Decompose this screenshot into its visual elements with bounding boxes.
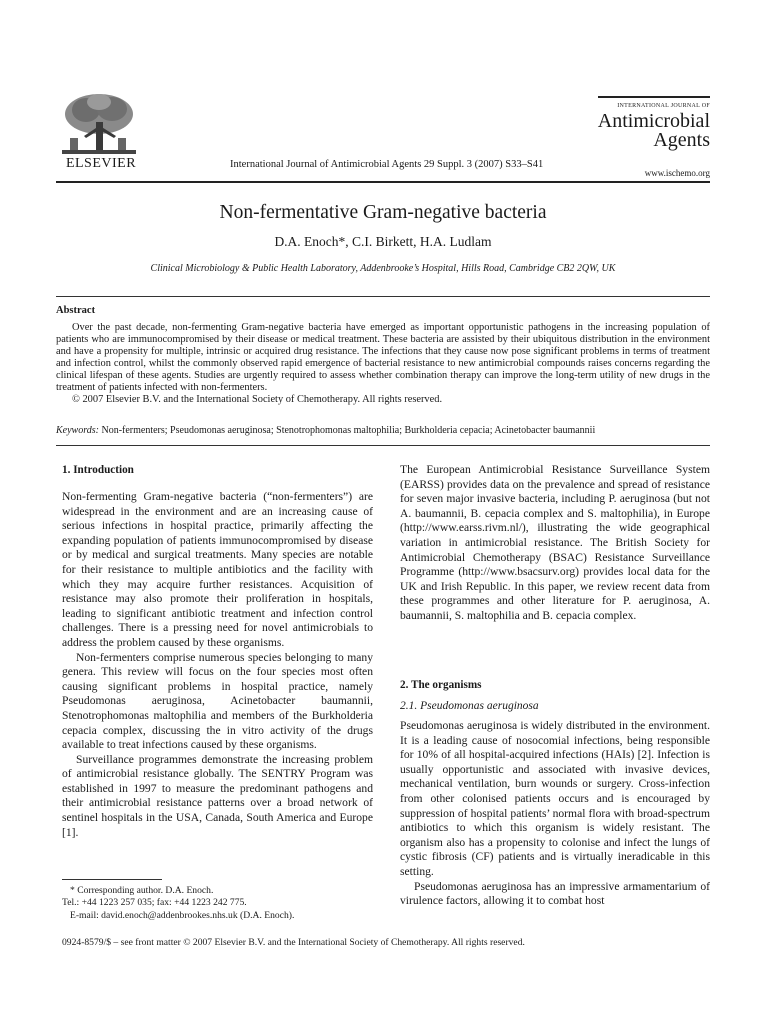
footnote (62, 885, 382, 922)
article-title: Non-fermentative Gram-negative bacteria (219, 202, 547, 223)
right-column-organisms (400, 719, 710, 909)
journal-url[interactable]: www.ischemo.org (644, 168, 710, 178)
journal-citation: International Journal of Antimicrobial Agents 29 Suppl. 3 (2007) S33–S41 (230, 159, 544, 170)
left-column (62, 490, 373, 840)
abstract-copyright: © 2007 Elsevier B.V. and the International Society of Chemotherapy. All rights reserved. (72, 394, 443, 405)
footnote-email[interactable]: E-mail: david.enoch@addenbrookes.nhs.uk (D.A. Enoch). (70, 909, 295, 921)
brand-rule (598, 96, 710, 98)
article-authors: D.A. Enoch*, C.I. Birkett, H.A. Ludlam (274, 234, 492, 249)
abstract-text: Over the past decade, non-fermenting Gram-negative bacteria have emerged as important opportunistic pathogens in the increasing population of patients who are immunocompromised by their disease or medical treatment. These bacteria are assisted by their ubiquitous distribution in the environment and have a propensity for multiple, intrinsic or acquired drug resistance. The infections that they cause now pose significant problems in terms of treatment and infection control, whilst the commonly observed rapid emergence of bacterial resistance to new antimicrobial compounds raises concerns regarding the clinical lifespan of these agents. Studies are urgently required to assess whether combination therapy can improve the long-term utility of new drugs in the treatment of patients infected with non-fermenters. (56, 322, 710, 393)
subsection-heading-pseudomonas: 2.1. Pseudomonas aeruginosa (400, 700, 539, 712)
keywords-label: Keywords: (56, 425, 99, 436)
intro-paragraph-4: The European Antimicrobial Resistance Surveillance System (EARSS) provides data on the prevalence and spread of resistance for seven major invasive bacteria, including P. aeruginosa (but not A. baumannii, B. cepacia complex and S. maltophilia), in Europe (http://www.earss.rivm.nl/), illustrating the wide geographical variation in antimicrobial resistance. The British Society for Antimicrobial Chemotherapy (BSAC) Resistance Surveillance Programme (http://www.bsacsurv.org) provides local data for the UK and Irish Republic. In this paper, we review recent data from these programmes and other literature for P. aeruginosa, A. baumannii, S. maltophilia and B. cepacia complex. (400, 463, 710, 622)
intro-paragraph-3: Surveillance programmes demonstrate the increasing problem of antimicrobial resistance globally. The SENTRY Program was established in 1997 to measure the predominant pathogens and their antimicrobial resistance patterns over a broad network of sentinel hospitals in the USA, Canada, South America and Europe [1]. (62, 752, 373, 839)
keywords-list: Non-fermenters; Pseudomonas aeruginosa; Stenotrophomonas maltophilia; Burkholderia cepacia; Acinetobacter baumannii (101, 425, 596, 436)
organisms-paragraph-2: Pseudomonas aeruginosa has an impressive armamentarium of virulence factors, allowing it to combat host (400, 879, 710, 908)
organisms-paragraph-1: Pseudomonas aeruginosa is widely distributed in the environment. It is a leading cause of nosocomial infections, being responsible for 10% of all hospital-acquired infections (HAIs) [2]. Infection is usually opportunistic and associated with invasive devices, mechanical ventilation, burn wounds or surgery. Cross-infection from other colonised patients occurs and is encouraged by suppression of hospital patients’ normal flora with broad-spectrum antibiotics to which this organism is widely resistant. The organism also has a propensity to colonise and infect the lungs of cystic fibrosis (CF) patients and is virtually ineradicable in this setting. (400, 719, 710, 878)
abstract-rule-bottom (56, 445, 710, 446)
publisher-name: ELSEVIER (65, 156, 137, 171)
article-affiliation: Clinical Microbiology & Public Health Laboratory, Addenbrooke’s Hospital, Hills Road, Cambridge CB2 2QW, UK (150, 263, 616, 274)
section-heading-organisms: 2. The organisms (400, 679, 482, 691)
journal-brand-agents: Agents (653, 129, 710, 151)
abstract-heading: Abstract (56, 305, 96, 316)
footnote-corresponding: * Corresponding author. D.A. Enoch. (70, 885, 214, 896)
page-footer: 0924-8579/$ – see front matter © 2007 Elsevier B.V. and the International Society of Chemotherapy. All rights reserved. (62, 937, 525, 948)
right-column (400, 463, 710, 624)
journal-brand-antimicrobial: Antimicrobial (597, 110, 710, 132)
footnote-tel: Tel.: +44 1223 257 035; fax: +44 1223 242 775. (62, 897, 247, 909)
abstract-body (56, 322, 710, 406)
section-heading-introduction: 1. Introduction (62, 464, 134, 476)
footnote-rule (62, 879, 162, 880)
abstract-rule-top (56, 296, 710, 297)
header-rule (56, 181, 710, 183)
keywords (56, 425, 710, 436)
intro-paragraph-2: Non-fermenters comprise numerous species belonging to many genera. This review will focus on the four species most often causing significant problems in hospital practice, namely Pseudomonas aeruginosa, Acinetobacter baumannii, Stenotrophomonas maltophilia and members of the Burkholderia cepacia complex, discussing the in vitro activity of the drugs available to treat infections caused by these organisms. (62, 650, 373, 752)
journal-brand-intl: INTERNATIONAL JOURNAL OF (617, 103, 710, 109)
intro-paragraph-1: Non-fermenting Gram-negative bacteria (“non-fermenters”) are widespread in the environment and are an increasing cause of serious infections in hospital practice, primarily affecting the expanding population of patients immunocompromised by disease or by medical and surgical treatments. Many species are notable for their resistance to multiple antibiotics and the facility with which they may acquire further resistances. Acquisition of resistance may also promote their proliferation in hospitals, leading to significant antibiotic treatment and infection control challenges. There is a pressing need for novel antimicrobials to address the problem caused by these organisms. (62, 490, 373, 649)
